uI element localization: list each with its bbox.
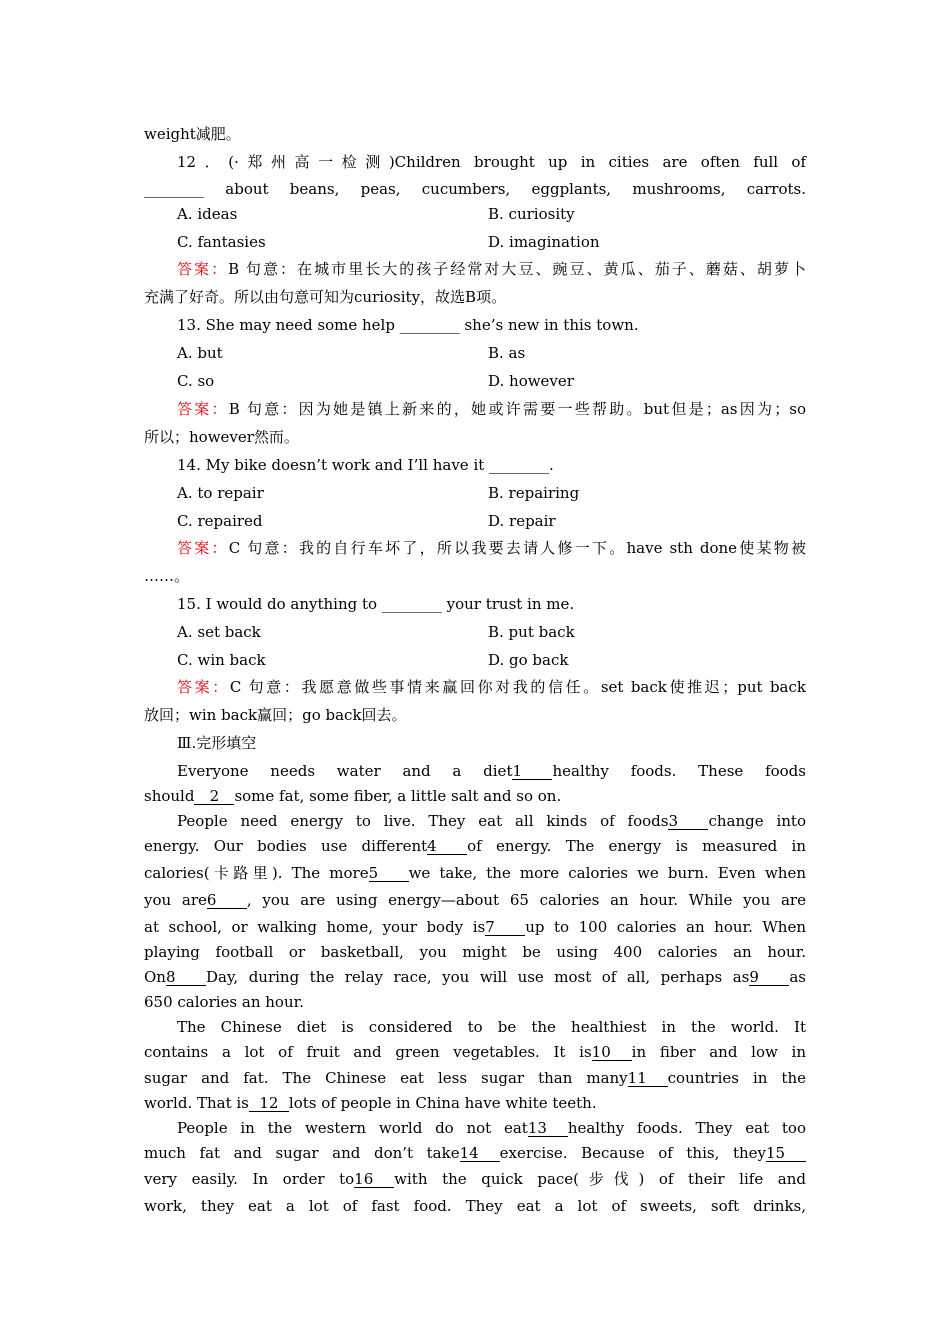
q12-answer-line1: 答案：B 句意：在城市里长大的孩子经常对大豆、豌豆、黄瓜、茄子、蘑菇、胡萝卜 <box>177 260 806 278</box>
p2-line3: calories(卡路里). The more5 we take, the more calories we burn. Even when <box>144 864 806 882</box>
q15-option-a: A. set back <box>177 623 261 641</box>
q12-option-c: C. fantasies <box>177 233 266 251</box>
blank-5: 5 <box>369 865 409 882</box>
q13-stem: 13. She may need some help ________ she’s new in this town. <box>177 316 639 334</box>
q15-option-d: D. go back <box>488 651 569 669</box>
q12-stem-line2: ________ about beans, peas, cucumbers, eggplants, mushrooms, carrots. <box>144 180 806 198</box>
q15-option-c: C. win back <box>177 651 266 669</box>
blank-11: 11 <box>628 1070 668 1087</box>
q13-option-c: C. so <box>177 372 215 390</box>
q12-option-b: B. curiosity <box>488 205 575 223</box>
blank-13: 13 <box>528 1120 568 1137</box>
q14-answer-line2: ……。 <box>144 567 190 585</box>
blank-4: 4 <box>427 838 467 855</box>
p3-line3: sugar and fat. The Chinese eat less sugar than many11 countries in the <box>144 1069 806 1087</box>
blank-7: 7 <box>485 919 525 936</box>
p2-line6: playing football or basketball, you might be using 400 calories an hour. <box>144 943 806 961</box>
p4-line3: very easily. In order to16 with the quick pace(步伐) of their life and <box>144 1170 806 1188</box>
blank-9: 9 <box>749 969 789 986</box>
p3-line4: world. That is 12 lots of people in China have white teeth. <box>144 1094 597 1112</box>
q15-answer-line1: 答案：C 句意：我愿意做些事情来赢回你对我的信任。set back使推迟；put back <box>177 678 806 696</box>
blank-1: 1 <box>512 763 552 780</box>
q15-stem: 15. I would do anything to ________ your trust in me. <box>177 595 575 613</box>
blank-3: 3 <box>668 813 708 830</box>
p2-line7: On8 Day, during the relay race, you will use most of all, perhaps as9 as <box>144 968 806 986</box>
p1-line2: should 2 some fat, some fiber, a little salt and so on. <box>144 787 562 805</box>
q15-option-b: B. put back <box>488 623 575 641</box>
q13-answer-line2: 所以；however然而。 <box>144 428 299 446</box>
p2-line8: 650 calories an hour. <box>144 993 304 1011</box>
q15-answer-line2: 放回；win back赢回；go back回去。 <box>144 706 407 724</box>
q13-answer-line1: 答案：B 句意：因为她是镇上新来的，她或许需要一些帮助。but但是；as因为；so <box>177 400 806 418</box>
q12-answer-line2: 充满了好奇。所以由句意可知为curiosity，故选B项。 <box>144 288 507 306</box>
q14-option-c: C. repaired <box>177 512 263 530</box>
q12-stem-line1: 12．(·郑州高一检测)Children brought up in cities are often full of <box>177 153 807 171</box>
p1-line1: Everyone needs water and a diet1 healthy foods. These foods <box>177 762 806 780</box>
blank-15: 15 <box>766 1145 806 1162</box>
q14-option-a: A. to repair <box>177 484 264 502</box>
blank-8: 8 <box>166 969 206 986</box>
blank-2: 2 <box>194 788 234 805</box>
q14-stem: 14. My bike doesn’t work and I’ll have it ________. <box>177 456 554 474</box>
q14-answer-line1: 答案：C 句意：我的自行车坏了，所以我要去请人修一下。have sth done使某物被 <box>177 539 806 557</box>
blank-10: 10 <box>592 1044 632 1061</box>
p4-line4: work, they eat a lot of fast food. They eat a lot of sweets, soft drinks, <box>144 1197 806 1215</box>
p3-line1: The Chinese diet is considered to be the healthiest in the world. It <box>177 1018 806 1036</box>
q13-option-d: D. however <box>488 372 574 390</box>
blank-14: 14 <box>460 1145 500 1162</box>
q14-option-d: D. repair <box>488 512 556 530</box>
p2-line2: energy. Our bodies use different4 of energy. The energy is measured in <box>144 837 806 855</box>
q14-option-b: B. repairing <box>488 484 580 502</box>
blank-16: 16 <box>354 1171 394 1188</box>
p4-line1: People in the western world do not eat13 healthy foods. They eat too <box>177 1119 806 1137</box>
section-title: Ⅲ.完形填空 <box>177 734 257 752</box>
top-line: weight减肥。 <box>144 125 241 143</box>
p2-line4: you are6 , you are using energy—about 65 calories an hour. While you are <box>144 891 806 909</box>
p4-line2: much fat and sugar and don’t take14 exercise. Because of this, they15 <box>144 1144 806 1162</box>
q13-option-a: A. but <box>177 344 223 362</box>
p2-line1: People need energy to live. They eat all kinds of foods3 change into <box>177 812 806 830</box>
blank-6: 6 <box>207 892 247 909</box>
p2-line5: at school, or walking home, your body is7 up to 100 calories an hour. When <box>144 918 806 936</box>
q12-option-a: A. ideas <box>177 205 238 223</box>
q12-option-d: D. imagination <box>488 233 600 251</box>
q13-option-b: B. as <box>488 344 526 362</box>
p3-line2: contains a lot of fruit and green vegetables. It is10 in fiber and low in <box>144 1043 806 1061</box>
blank-12: 12 <box>249 1095 289 1112</box>
